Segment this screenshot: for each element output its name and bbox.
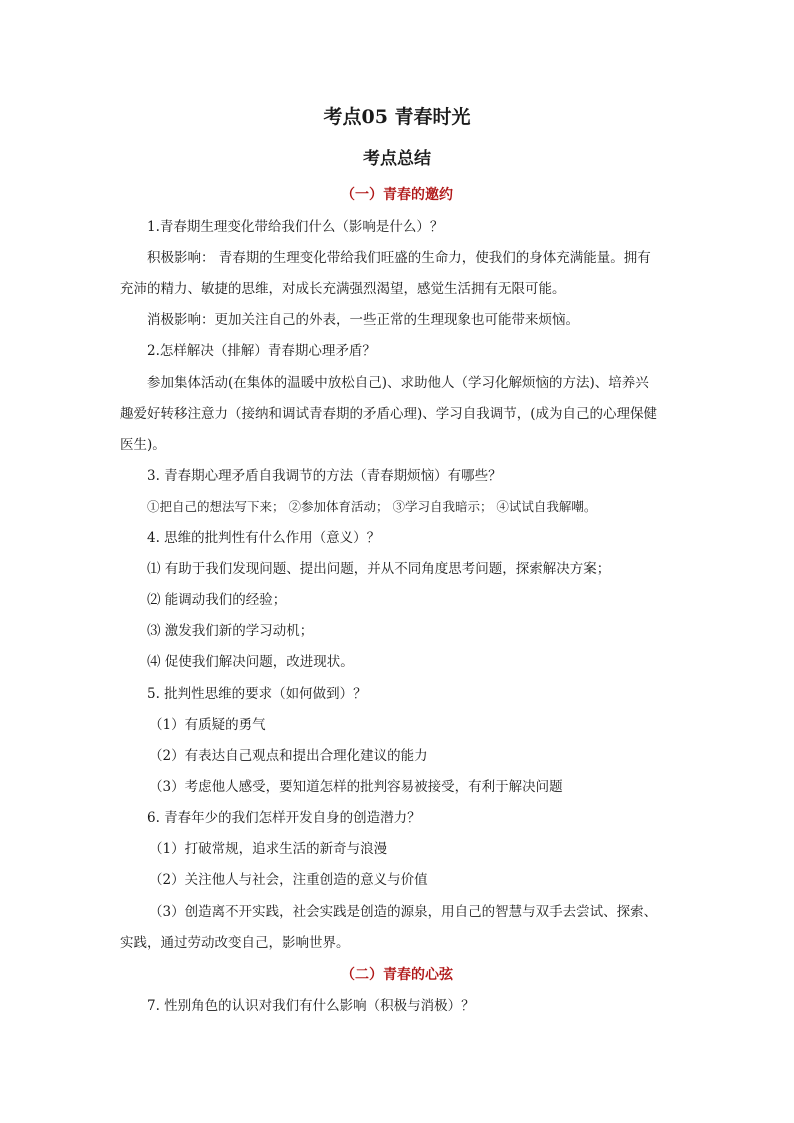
- list-item: （3）创造离不开实践，社会实践是创造的源泉，用自己的智慧与双手去尝试、探索、: [149, 904, 658, 920]
- list-item: （3）考虑他人感受，要知道怎样的批判容易被接受，有利于解决问题: [149, 779, 563, 795]
- paragraph-line: 实践，通过劳动改变自己，影响世界。: [120, 935, 350, 951]
- question-5: 5. 批判性思维的要求（如何做到）？: [147, 686, 367, 702]
- question-7: 7. 性别角色的认识对我们有什么影响（积极与消极）？: [147, 998, 475, 1014]
- paragraph-line: 积极影响： 青春期的生理变化带给我们旺盛的生命力，使我们的身体充满能量。拥有: [147, 250, 651, 266]
- list-item: ⑴ 有助于我们发现问题、提出问题，并从不同角度思考问题，探索解决方案；: [147, 561, 611, 577]
- list-item: ⑶ 激发我们新的学习动机；: [147, 623, 314, 639]
- list-item: （1）有质疑的勇气: [149, 717, 266, 733]
- paragraph-line: 消极影响：更加关注自己的外表，一些正常的生理现象也可能带来烦恼。: [147, 312, 579, 328]
- paragraph-line: 医生)。: [120, 437, 166, 453]
- list-item: （1）打破常规，追求生活的新奇与浪漫: [149, 841, 388, 857]
- question-3: 3. 青春期心理矛盾自我调节的方法（青春期烦恼）有哪些？: [147, 468, 502, 484]
- section-heading-2: （二）青春的心弦: [341, 967, 453, 983]
- list-item: ⑵ 能调动我们的经验；: [147, 592, 287, 608]
- paragraph-line: 参加集体活动(在集体的温暖中放松自己)、求助他人（学习化解烦恼的方法)、培养兴: [147, 375, 649, 391]
- question-1: 1.青春期生理变化带给我们什么（影响是什么）？: [147, 219, 444, 235]
- paragraph-line: 趣爱好转移注意力（接纳和调试青春期的矛盾心理)、学习自我调节，(成为自己的心理保健: [120, 406, 658, 422]
- section-heading-1: （一）青春的邀约: [341, 187, 453, 203]
- list-item: ⑷ 促使我们解决问题，改进现状。: [147, 654, 354, 670]
- page-subtitle: 考点总结: [363, 149, 431, 169]
- question-2: 2.怎样解决（排解）青春期心理矛盾？: [147, 343, 376, 359]
- question-4: 4. 思维的批判性有什么作用（意义）？: [147, 530, 381, 546]
- page-title: 考点05 青春时光: [323, 106, 471, 128]
- list-item: （2）有表达自己观点和提出合理化建议的能力: [149, 748, 428, 764]
- question-6: 6. 青春年少的我们怎样开发自身的创造潜力？: [147, 810, 421, 826]
- paragraph-line: ①把自己的想法写下来； ②参加体育活动； ③学习自我暗示； ④试试自我解嘲。: [147, 499, 597, 514]
- list-item: （2）关注他人与社会，注重创造的意义与价值: [149, 872, 428, 888]
- paragraph-line: 充沛的精力、敏捷的思维，对成长充满强烈渴望，感觉生活拥有无限可能。: [120, 281, 566, 297]
